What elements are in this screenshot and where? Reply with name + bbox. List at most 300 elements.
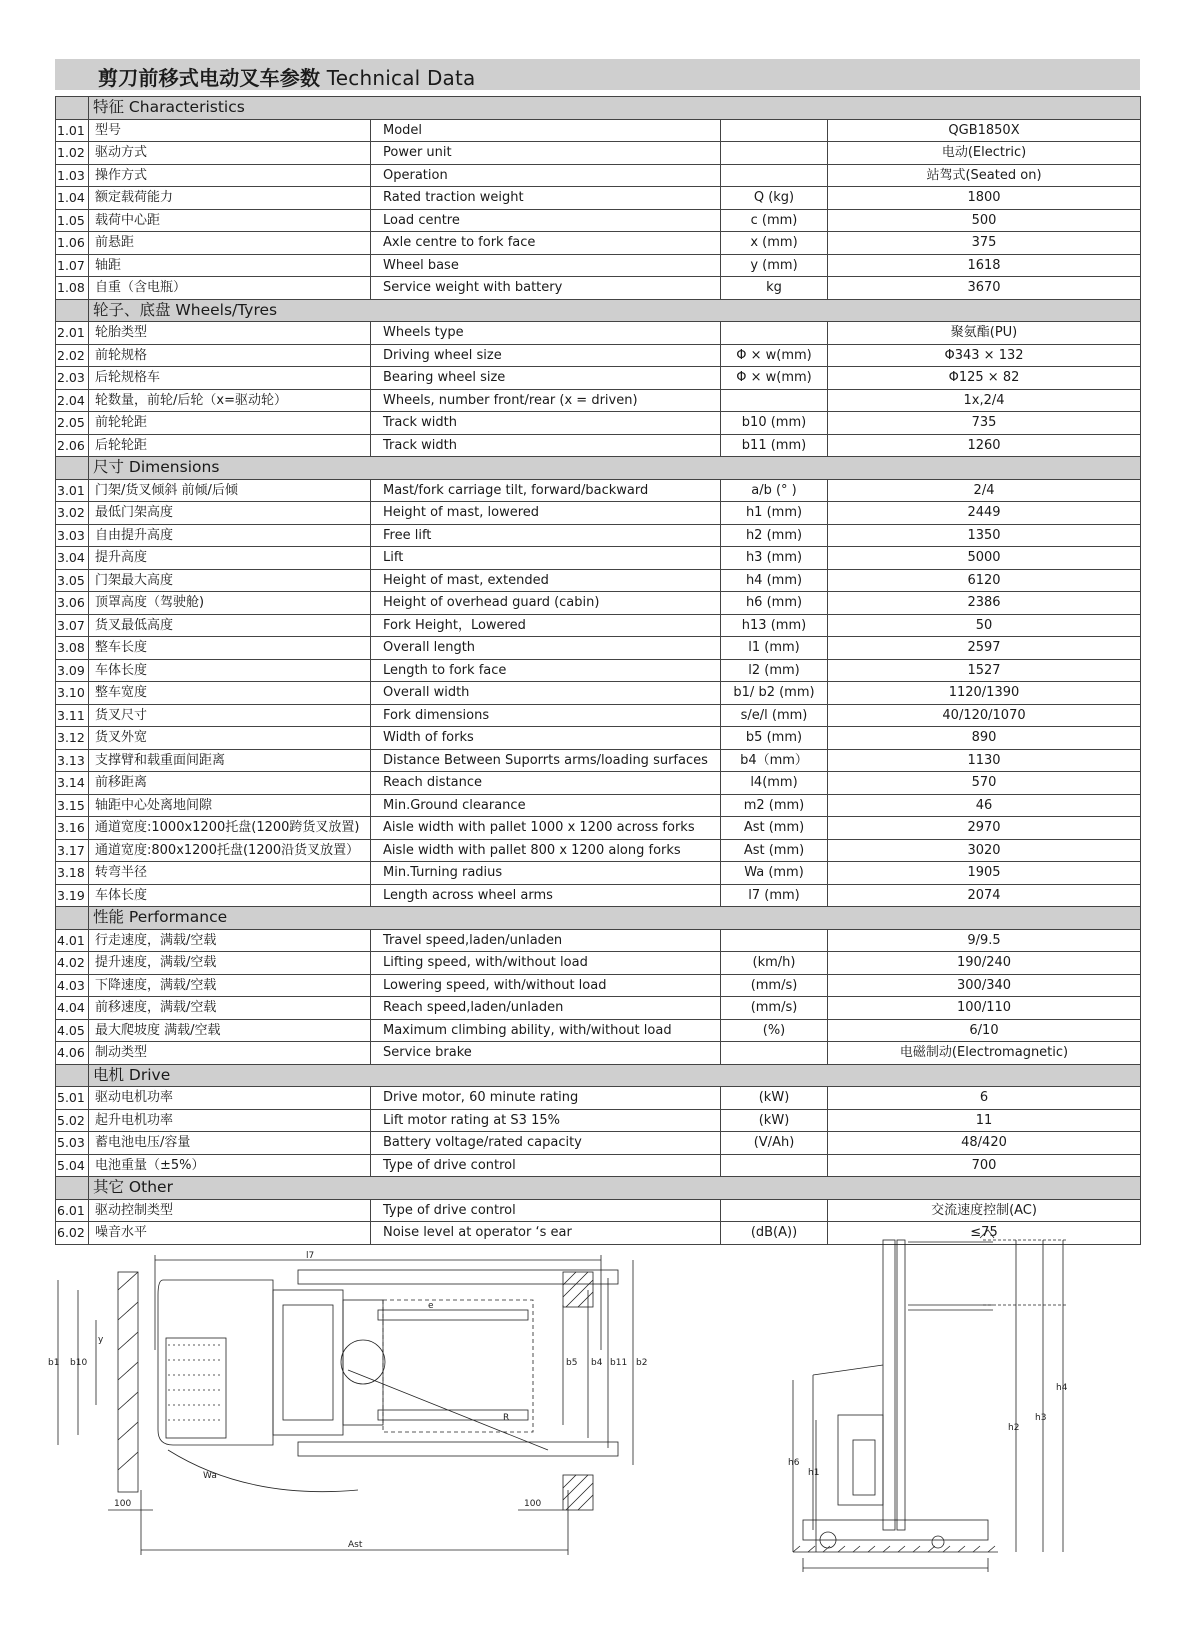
unit-cell: [721, 142, 828, 165]
chinese-label: 前悬距: [89, 232, 371, 255]
table-row: [56, 817, 1141, 840]
chinese-label: 前移距离: [89, 772, 371, 795]
chinese-label: 前轮规格: [89, 344, 371, 367]
row-number: 5.01: [56, 1087, 89, 1110]
row-number: 3.06: [56, 592, 89, 615]
english-label: Track width: [371, 412, 721, 435]
label-Ast: Ast: [348, 1540, 363, 1550]
value-cell: 570: [828, 772, 1141, 795]
label-b5: b5: [566, 1358, 578, 1368]
value-cell: 1120/1390: [828, 682, 1141, 705]
label-b11: b11: [610, 1358, 628, 1368]
chinese-label: 驱动控制类型: [89, 1199, 371, 1222]
label-Wa: Wa: [203, 1471, 217, 1481]
row-number: 2.02: [56, 344, 89, 367]
value-cell: Φ343 × 132: [828, 344, 1141, 367]
row-number: 3.07: [56, 614, 89, 637]
chinese-label: 前移速度，满载/空载: [89, 997, 371, 1020]
value-cell: 2970: [828, 817, 1141, 840]
chinese-label: 驱动方式: [89, 142, 371, 165]
section-number-cell: [56, 299, 89, 322]
english-label: Overall width: [371, 682, 721, 705]
section-number-cell: [56, 907, 89, 930]
table-row: [56, 862, 1141, 885]
table-row: [56, 952, 1141, 975]
value-cell: 2/4: [828, 479, 1141, 502]
value-cell: 3020: [828, 839, 1141, 862]
value-cell: 电磁制动(Electromagnetic): [828, 1042, 1141, 1065]
value-cell: 1x,2/4: [828, 389, 1141, 412]
section-number-cell: [56, 1064, 89, 1087]
row-number: 1.06: [56, 232, 89, 255]
table-row: [56, 704, 1141, 727]
row-number: 1.08: [56, 277, 89, 300]
section-title: 尺寸 Dimensions: [89, 457, 1141, 480]
unit-cell: [721, 164, 828, 187]
value-cell: 1618: [828, 254, 1141, 277]
label-b4: b4: [591, 1358, 603, 1368]
chinese-label: 轴距中心处离地间隙: [89, 794, 371, 817]
title-bar: [55, 59, 1140, 90]
unit-cell: (kW): [721, 1109, 828, 1132]
label-100-left: 100: [114, 1499, 132, 1509]
value-cell: 11: [828, 1109, 1141, 1132]
row-number: 5.03: [56, 1132, 89, 1155]
section-title: 性能 Performance: [89, 907, 1141, 930]
row-number: 4.06: [56, 1042, 89, 1065]
english-label: Aisle width with pallet 1000 x 1200 across forks: [371, 817, 721, 840]
english-label: Distance Between Suporrts arms/loading surfaces: [371, 749, 721, 772]
value-cell: QGB1850X: [828, 119, 1141, 142]
value-cell: 交流速度控制(AC): [828, 1199, 1141, 1222]
table-row: [56, 434, 1141, 457]
chinese-label: 操作方式: [89, 164, 371, 187]
table-row: [56, 1087, 1141, 1110]
english-label: Lowering speed, with/without load: [371, 974, 721, 997]
row-number: 3.12: [56, 727, 89, 750]
chinese-label: 电池重量（±5%）: [89, 1154, 371, 1177]
chinese-label: 货叉尺寸: [89, 704, 371, 727]
table-row: [56, 1154, 1141, 1177]
row-number: 2.06: [56, 434, 89, 457]
drawings-area: [48, 1250, 1148, 1645]
chinese-label: 前轮轮距: [89, 412, 371, 435]
table-row: [56, 187, 1141, 210]
unit-cell: Q (kg): [721, 187, 828, 210]
row-number: 4.05: [56, 1019, 89, 1042]
chinese-label: 门架最大高度: [89, 569, 371, 592]
unit-cell: Ast (mm): [721, 839, 828, 862]
unit-cell: l1 (mm): [721, 637, 828, 660]
unit-cell: b5 (mm): [721, 727, 828, 750]
row-number: 3.13: [56, 749, 89, 772]
chinese-label: 轮数量，前轮/后轮（x=驱动轮）: [89, 389, 371, 412]
section-title: 电机 Drive: [89, 1064, 1141, 1087]
row-number: 1.05: [56, 209, 89, 232]
row-number: 1.01: [56, 119, 89, 142]
unit-cell: h6 (mm): [721, 592, 828, 615]
value-cell: 1527: [828, 659, 1141, 682]
chinese-label: 车体长度: [89, 884, 371, 907]
english-label: Lift: [371, 547, 721, 570]
unit-cell: a/b (° ): [721, 479, 828, 502]
chinese-label: 货叉最低高度: [89, 614, 371, 637]
row-number: 3.01: [56, 479, 89, 502]
chinese-label: 噪音水平: [89, 1222, 371, 1245]
english-label: Length to fork face: [371, 659, 721, 682]
english-label: Bearing wheel size: [371, 367, 721, 390]
chinese-label: 起升电机功率: [89, 1109, 371, 1132]
english-label: Service brake: [371, 1042, 721, 1065]
page-title: [98, 62, 476, 91]
row-number: 3.03: [56, 524, 89, 547]
row-number: 3.11: [56, 704, 89, 727]
chinese-label: 货叉外宽: [89, 727, 371, 750]
unit-cell: x (mm): [721, 232, 828, 255]
value-cell: 1260: [828, 434, 1141, 457]
chinese-label: 后轮规格车: [89, 367, 371, 390]
section-header-row: [56, 1064, 1141, 1087]
value-cell: 1130: [828, 749, 1141, 772]
table-row: [56, 277, 1141, 300]
row-number: 5.02: [56, 1109, 89, 1132]
english-label: Driving wheel size: [371, 344, 721, 367]
english-label: Type of drive control: [371, 1199, 721, 1222]
row-number: 3.18: [56, 862, 89, 885]
row-number: 3.15: [56, 794, 89, 817]
table-row: [56, 1109, 1141, 1132]
chinese-label: 轮胎类型: [89, 322, 371, 345]
chinese-label: 最大爬坡度 满载/空载: [89, 1019, 371, 1042]
english-label: Drive motor, 60 minute rating: [371, 1087, 721, 1110]
chinese-label: 通道宽度:800x1200托盘(1200沿货叉放置）: [89, 839, 371, 862]
table-row: [56, 344, 1141, 367]
unit-cell: Ast (mm): [721, 817, 828, 840]
unit-cell: (km/h): [721, 952, 828, 975]
english-label: Height of mast, lowered: [371, 502, 721, 525]
value-cell: 1350: [828, 524, 1141, 547]
row-number: 3.05: [56, 569, 89, 592]
row-number: 6.01: [56, 1199, 89, 1222]
chinese-label: 自重（含电瓶）: [89, 277, 371, 300]
english-label: Travel speed,laden/unladen: [371, 929, 721, 952]
section-number-cell: [56, 1177, 89, 1200]
table-row: [56, 232, 1141, 255]
chinese-label: 驱动电机功率: [89, 1087, 371, 1110]
chinese-label: 转弯半径: [89, 862, 371, 885]
chinese-label: 通道宽度:1000x1200托盘(1200跨货叉放置): [89, 817, 371, 840]
value-cell: 1905: [828, 862, 1141, 885]
unit-cell: c (mm): [721, 209, 828, 232]
value-cell: 6/10: [828, 1019, 1141, 1042]
value-cell: 40/120/1070: [828, 704, 1141, 727]
value-cell: 3670: [828, 277, 1141, 300]
label-l7: l7: [306, 1251, 315, 1261]
english-label: Wheels, number front/rear (x = driven): [371, 389, 721, 412]
table-row: [56, 412, 1141, 435]
unit-cell: m2 (mm): [721, 794, 828, 817]
row-number: 3.17: [56, 839, 89, 862]
title-english: Technical Data: [326, 66, 476, 90]
section-number-cell: [56, 457, 89, 480]
section-title: 其它 Other: [89, 1177, 1141, 1200]
table-row: [56, 749, 1141, 772]
value-cell: 46: [828, 794, 1141, 817]
english-label: Lifting speed, with/without load: [371, 952, 721, 975]
english-label: Axle centre to fork face: [371, 232, 721, 255]
table-row: [56, 772, 1141, 795]
english-label: Width of forks: [371, 727, 721, 750]
table-row: [56, 569, 1141, 592]
value-cell: 48/420: [828, 1132, 1141, 1155]
chinese-label: 制动类型: [89, 1042, 371, 1065]
row-number: 3.08: [56, 637, 89, 660]
label-h6: h6: [788, 1458, 800, 1468]
table-row: [56, 997, 1141, 1020]
chinese-label: 额定载荷能力: [89, 187, 371, 210]
row-number: 3.10: [56, 682, 89, 705]
unit-cell: y (mm): [721, 254, 828, 277]
chinese-label: 最低门架高度: [89, 502, 371, 525]
unit-cell: (dB(A)): [721, 1222, 828, 1245]
table-row: [56, 974, 1141, 997]
table-row: [56, 592, 1141, 615]
top-view-drawing: [48, 1250, 698, 1645]
side-view-drawing: [788, 1180, 1118, 1575]
table-row: [56, 929, 1141, 952]
table-row: [56, 659, 1141, 682]
table-row: [56, 119, 1141, 142]
section-header-row: [56, 457, 1141, 480]
unit-cell: s/e/l (mm): [721, 704, 828, 727]
english-label: Free lift: [371, 524, 721, 547]
unit-cell: b11 (mm): [721, 434, 828, 457]
value-cell: 190/240: [828, 952, 1141, 975]
english-label: Overall length: [371, 637, 721, 660]
english-label: Maximum climbing ability, with/without load: [371, 1019, 721, 1042]
chinese-label: 型号: [89, 119, 371, 142]
value-cell: Φ125 × 82: [828, 367, 1141, 390]
english-label: Fork dimensions: [371, 704, 721, 727]
english-label: Mast/fork carriage tilt, forward/backward: [371, 479, 721, 502]
value-cell: 375: [828, 232, 1141, 255]
english-label: Type of drive control: [371, 1154, 721, 1177]
value-cell: 890: [828, 727, 1141, 750]
english-label: Height of overhead guard (cabin): [371, 592, 721, 615]
chinese-label: 门架/货叉倾斜 前倾/后倾: [89, 479, 371, 502]
unit-cell: Wa (mm): [721, 862, 828, 885]
row-number: 2.04: [56, 389, 89, 412]
english-label: Height of mast, extended: [371, 569, 721, 592]
table-row: [56, 322, 1141, 345]
row-number: 3.09: [56, 659, 89, 682]
section-header-row: [56, 907, 1141, 930]
row-number: 3.14: [56, 772, 89, 795]
value-cell: 5000: [828, 547, 1141, 570]
unit-cell: h3 (mm): [721, 547, 828, 570]
row-number: 2.05: [56, 412, 89, 435]
row-number: 1.07: [56, 254, 89, 277]
english-label: Track width: [371, 434, 721, 457]
chinese-label: 载荷中心距: [89, 209, 371, 232]
unit-cell: l4(mm): [721, 772, 828, 795]
unit-cell: h13 (mm): [721, 614, 828, 637]
value-cell: 2449: [828, 502, 1141, 525]
row-number: 4.02: [56, 952, 89, 975]
table-row: [56, 367, 1141, 390]
unit-cell: b10 (mm): [721, 412, 828, 435]
english-label: Rated traction weight: [371, 187, 721, 210]
chinese-label: 下降速度，满载/空载: [89, 974, 371, 997]
table-row: [56, 637, 1141, 660]
table-row: [56, 142, 1141, 165]
english-label: Wheel base: [371, 254, 721, 277]
unit-cell: l7 (mm): [721, 884, 828, 907]
row-number: 1.04: [56, 187, 89, 210]
chinese-label: 整车长度: [89, 637, 371, 660]
unit-cell: (kW): [721, 1087, 828, 1110]
value-cell: 站驾式(Seated on): [828, 164, 1141, 187]
unit-cell: b4（mm）: [721, 749, 828, 772]
english-label: Length across wheel arms: [371, 884, 721, 907]
unit-cell: Φ × w(mm): [721, 367, 828, 390]
chinese-label: 提升速度，满载/空载: [89, 952, 371, 975]
unit-cell: h2 (mm): [721, 524, 828, 547]
row-number: 3.19: [56, 884, 89, 907]
row-number: 3.04: [56, 547, 89, 570]
value-cell: 100/110: [828, 997, 1141, 1020]
label-e: e: [428, 1301, 434, 1311]
value-cell: 2074: [828, 884, 1141, 907]
label-100-right: 100: [524, 1499, 542, 1509]
unit-cell: h1 (mm): [721, 502, 828, 525]
value-cell: 2597: [828, 637, 1141, 660]
unit-cell: (mm/s): [721, 997, 828, 1020]
label-b2: b2: [636, 1358, 648, 1368]
chinese-label: 提升高度: [89, 547, 371, 570]
table-row: [56, 682, 1141, 705]
value-cell: 9/9.5: [828, 929, 1141, 952]
value-cell: 300/340: [828, 974, 1141, 997]
unit-cell: (%): [721, 1019, 828, 1042]
label-b1: b1: [48, 1358, 60, 1368]
chinese-label: 后轮轮距: [89, 434, 371, 457]
unit-cell: [721, 1154, 828, 1177]
label-b10: b10: [70, 1358, 88, 1368]
chinese-label: 轴距: [89, 254, 371, 277]
value-cell: 735: [828, 412, 1141, 435]
unit-cell: (mm/s): [721, 974, 828, 997]
label-h4: h4: [1056, 1383, 1068, 1393]
unit-cell: kg: [721, 277, 828, 300]
table-row: [56, 727, 1141, 750]
english-label: Min.Ground clearance: [371, 794, 721, 817]
chinese-label: 自由提升高度: [89, 524, 371, 547]
label-h2: h2: [1008, 1423, 1020, 1433]
row-number: 2.01: [56, 322, 89, 345]
table-row: [56, 614, 1141, 637]
table-row: [56, 839, 1141, 862]
label-R: R: [503, 1413, 510, 1423]
table-row: [56, 502, 1141, 525]
table-row: [56, 794, 1141, 817]
table-row: [56, 1019, 1141, 1042]
title-chinese: 剪刀前移式电动叉车参数: [98, 66, 321, 90]
row-number: 3.16: [56, 817, 89, 840]
table-row: [56, 164, 1141, 187]
english-label: Reach speed,laden/unladen: [371, 997, 721, 1020]
chinese-label: 顶罩高度（驾驶舱): [89, 592, 371, 615]
unit-cell: [721, 119, 828, 142]
table-row: [56, 547, 1141, 570]
english-label: Aisle width with pallet 800 x 1200 along forks: [371, 839, 721, 862]
unit-cell: l2 (mm): [721, 659, 828, 682]
chinese-label: 行走速度，满载/空载: [89, 929, 371, 952]
english-label: Noise level at operator ‘s ear: [371, 1222, 721, 1245]
english-label: Fork Height，Lowered: [371, 614, 721, 637]
unit-cell: [721, 929, 828, 952]
label-h1: h1: [808, 1468, 820, 1478]
table-row: [56, 254, 1141, 277]
chinese-label: 整车宽度: [89, 682, 371, 705]
english-label: Lift motor rating at S3 15%: [371, 1109, 721, 1132]
value-cell: 700: [828, 1154, 1141, 1177]
value-cell: 聚氨酯(PU): [828, 322, 1141, 345]
row-number: 4.03: [56, 974, 89, 997]
row-number: 1.02: [56, 142, 89, 165]
table-row: [56, 209, 1141, 232]
value-cell: ≤75: [828, 1222, 1141, 1245]
label-h3: h3: [1035, 1413, 1047, 1423]
chinese-label: 支撑臂和载重面间距离: [89, 749, 371, 772]
unit-cell: Φ × w(mm): [721, 344, 828, 367]
value-cell: 2386: [828, 592, 1141, 615]
row-number: 1.03: [56, 164, 89, 187]
row-number: 3.02: [56, 502, 89, 525]
english-label: Battery voltage/rated capacity: [371, 1132, 721, 1155]
unit-cell: (V/Ah): [721, 1132, 828, 1155]
table-row: [56, 389, 1141, 412]
row-number: 4.01: [56, 929, 89, 952]
value-cell: 500: [828, 209, 1141, 232]
value-cell: 1800: [828, 187, 1141, 210]
section-number-cell: [56, 97, 89, 120]
row-number: 6.02: [56, 1222, 89, 1245]
unit-cell: [721, 322, 828, 345]
value-cell: 50: [828, 614, 1141, 637]
section-title: 特征 Characteristics: [89, 97, 1141, 120]
english-label: Reach distance: [371, 772, 721, 795]
value-cell: 6: [828, 1087, 1141, 1110]
table-row: [56, 1042, 1141, 1065]
row-number: 4.04: [56, 997, 89, 1020]
technical-data-table: [55, 96, 1141, 1245]
row-number: 2.03: [56, 367, 89, 390]
unit-cell: h4 (mm): [721, 569, 828, 592]
value-cell: 电动(Electric): [828, 142, 1141, 165]
row-number: 5.04: [56, 1154, 89, 1177]
english-label: Power unit: [371, 142, 721, 165]
section-header-row: [56, 299, 1141, 322]
section-title: 轮子、底盘 Wheels/Tyres: [89, 299, 1141, 322]
english-label: Load centre: [371, 209, 721, 232]
english-label: Min.Turning radius: [371, 862, 721, 885]
english-label: Model: [371, 119, 721, 142]
value-cell: 6120: [828, 569, 1141, 592]
unit-cell: [721, 389, 828, 412]
chinese-label: 蓄电池电压/容量: [89, 1132, 371, 1155]
unit-cell: [721, 1042, 828, 1065]
